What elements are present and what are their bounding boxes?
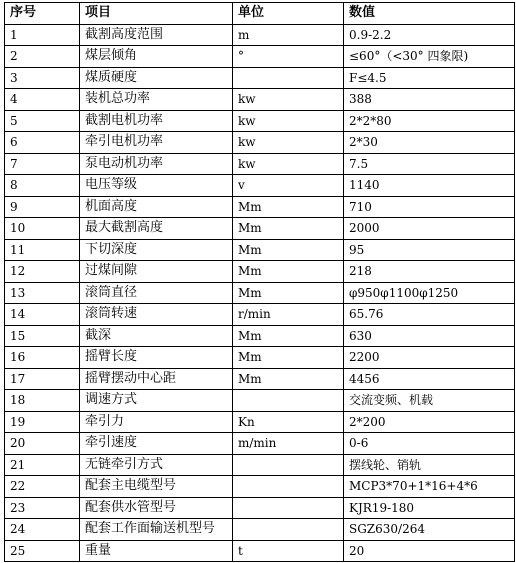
table-row	[5, 519, 515, 541]
cell-unit: m	[233, 24, 344, 46]
table-row	[5, 433, 515, 455]
cell-value: 95	[344, 239, 515, 261]
cell-unit	[233, 454, 344, 476]
cell-unit: Mm	[233, 218, 344, 240]
header-index: 序号	[5, 3, 80, 25]
cell-item: 煤质硬度	[80, 67, 233, 89]
cell-index: 23	[5, 497, 80, 519]
cell-value: MCP3*70+1*16+4*6	[344, 476, 515, 498]
cell-value: ≤60°（<30° 四象限)	[344, 46, 515, 68]
cell-unit: t	[233, 540, 344, 562]
cell-unit: kw	[233, 110, 344, 132]
cell-index: 19	[5, 411, 80, 433]
cell-index: 22	[5, 476, 80, 498]
cell-index: 16	[5, 347, 80, 369]
cell-unit	[233, 476, 344, 498]
cell-item: 滚筒转速	[80, 304, 233, 326]
cell-value: 0-6	[344, 433, 515, 455]
cell-unit: Mm	[233, 347, 344, 369]
table-row	[5, 282, 515, 304]
cell-unit: Mm	[233, 325, 344, 347]
cell-unit	[233, 67, 344, 89]
cell-item: 截割电机功率	[80, 110, 233, 132]
table-row	[5, 540, 515, 562]
cell-index: 8	[5, 175, 80, 197]
cell-unit	[233, 390, 344, 412]
cell-unit: m/min	[233, 433, 344, 455]
cell-value: φ950φ1100φ1250	[344, 282, 515, 304]
table-row	[5, 497, 515, 519]
cell-index: 21	[5, 454, 80, 476]
cell-value: 交流变频、机载	[344, 390, 515, 412]
cell-index: 6	[5, 132, 80, 154]
cell-unit: r/min	[233, 304, 344, 326]
cell-unit	[233, 497, 344, 519]
table-row	[5, 46, 515, 68]
cell-index: 7	[5, 153, 80, 175]
cell-index: 24	[5, 519, 80, 541]
cell-value: 4456	[344, 368, 515, 390]
header-row	[5, 3, 515, 25]
cell-index: 17	[5, 368, 80, 390]
cell-value: 2*200	[344, 411, 515, 433]
cell-value: 1140	[344, 175, 515, 197]
header-item: 项目	[80, 3, 233, 25]
table-row	[5, 196, 515, 218]
cell-unit	[233, 519, 344, 541]
cell-item: 电压等级	[80, 175, 233, 197]
cell-item: 重量	[80, 540, 233, 562]
table-row	[5, 24, 515, 46]
cell-index: 11	[5, 239, 80, 261]
cell-item: 配套主电缆型号	[80, 476, 233, 498]
cell-unit: Mm	[233, 282, 344, 304]
cell-value: 2*2*80	[344, 110, 515, 132]
cell-value: 2000	[344, 218, 515, 240]
cell-value: 710	[344, 196, 515, 218]
cell-value: 630	[344, 325, 515, 347]
cell-index: 1	[5, 24, 80, 46]
cell-item: 下切深度	[80, 239, 233, 261]
table-row	[5, 175, 515, 197]
cell-value: 7.5	[344, 153, 515, 175]
cell-index: 25	[5, 540, 80, 562]
cell-item: 最大截割高度	[80, 218, 233, 240]
cell-index: 5	[5, 110, 80, 132]
cell-index: 14	[5, 304, 80, 326]
table-row	[5, 476, 515, 498]
cell-item: 牵引电机功率	[80, 132, 233, 154]
cell-index: 10	[5, 218, 80, 240]
cell-index: 4	[5, 89, 80, 111]
cell-item: 滚筒直径	[80, 282, 233, 304]
cell-value: 摆线轮、销轨	[344, 454, 515, 476]
table-row	[5, 89, 515, 111]
cell-index: 18	[5, 390, 80, 412]
cell-unit: kw	[233, 89, 344, 111]
cell-item: 截深	[80, 325, 233, 347]
cell-unit: °	[233, 46, 344, 68]
cell-value: 2200	[344, 347, 515, 369]
cell-index: 20	[5, 433, 80, 455]
cell-unit: Mm	[233, 261, 344, 283]
cell-item: 牵引速度	[80, 433, 233, 455]
header-value: 数值	[344, 3, 515, 25]
cell-item: 牵引力	[80, 411, 233, 433]
cell-value: 218	[344, 261, 515, 283]
table-row	[5, 390, 515, 412]
cell-unit: Kn	[233, 411, 344, 433]
cell-item: 机面高度	[80, 196, 233, 218]
table-row	[5, 110, 515, 132]
cell-value: KJR19-180	[344, 497, 515, 519]
cell-item: 泵电动机功率	[80, 153, 233, 175]
cell-item: 配套供水管型号	[80, 497, 233, 519]
table-body	[5, 24, 515, 562]
header-unit: 单位	[233, 3, 344, 25]
table-row	[5, 218, 515, 240]
table-row	[5, 325, 515, 347]
cell-index: 15	[5, 325, 80, 347]
cell-unit: Mm	[233, 368, 344, 390]
table-row	[5, 239, 515, 261]
cell-unit: Mm	[233, 196, 344, 218]
cell-item: 调速方式	[80, 390, 233, 412]
cell-index: 3	[5, 67, 80, 89]
cell-value: SGZ630/264	[344, 519, 515, 541]
cell-unit: kw	[233, 132, 344, 154]
table-row	[5, 454, 515, 476]
cell-item: 装机总功率	[80, 89, 233, 111]
cell-value: 2*30	[344, 132, 515, 154]
cell-unit: v	[233, 175, 344, 197]
table-row	[5, 347, 515, 369]
cell-value: 20	[344, 540, 515, 562]
cell-value: F≤4.5	[344, 67, 515, 89]
cell-item: 摇臂长度	[80, 347, 233, 369]
cell-index: 2	[5, 46, 80, 68]
cell-item: 摇臂摆动中心距	[80, 368, 233, 390]
table-row	[5, 153, 515, 175]
table-row	[5, 132, 515, 154]
cell-value: 0.9-2.2	[344, 24, 515, 46]
cell-index: 13	[5, 282, 80, 304]
cell-value: 388	[344, 89, 515, 111]
table-row	[5, 67, 515, 89]
cell-item: 煤层倾角	[80, 46, 233, 68]
cell-index: 12	[5, 261, 80, 283]
table-row	[5, 261, 515, 283]
cell-value: 65.76	[344, 304, 515, 326]
cell-index: 9	[5, 196, 80, 218]
table-row	[5, 368, 515, 390]
cell-item: 截割高度范围	[80, 24, 233, 46]
cell-unit: Mm	[233, 239, 344, 261]
cell-unit: kw	[233, 153, 344, 175]
cell-item: 无链牵引方式	[80, 454, 233, 476]
table-row	[5, 304, 515, 326]
cell-item: 配套工作面输送机型号	[80, 519, 233, 541]
cell-item: 过煤间隙	[80, 261, 233, 283]
table-row	[5, 411, 515, 433]
spec-table	[4, 2, 515, 562]
